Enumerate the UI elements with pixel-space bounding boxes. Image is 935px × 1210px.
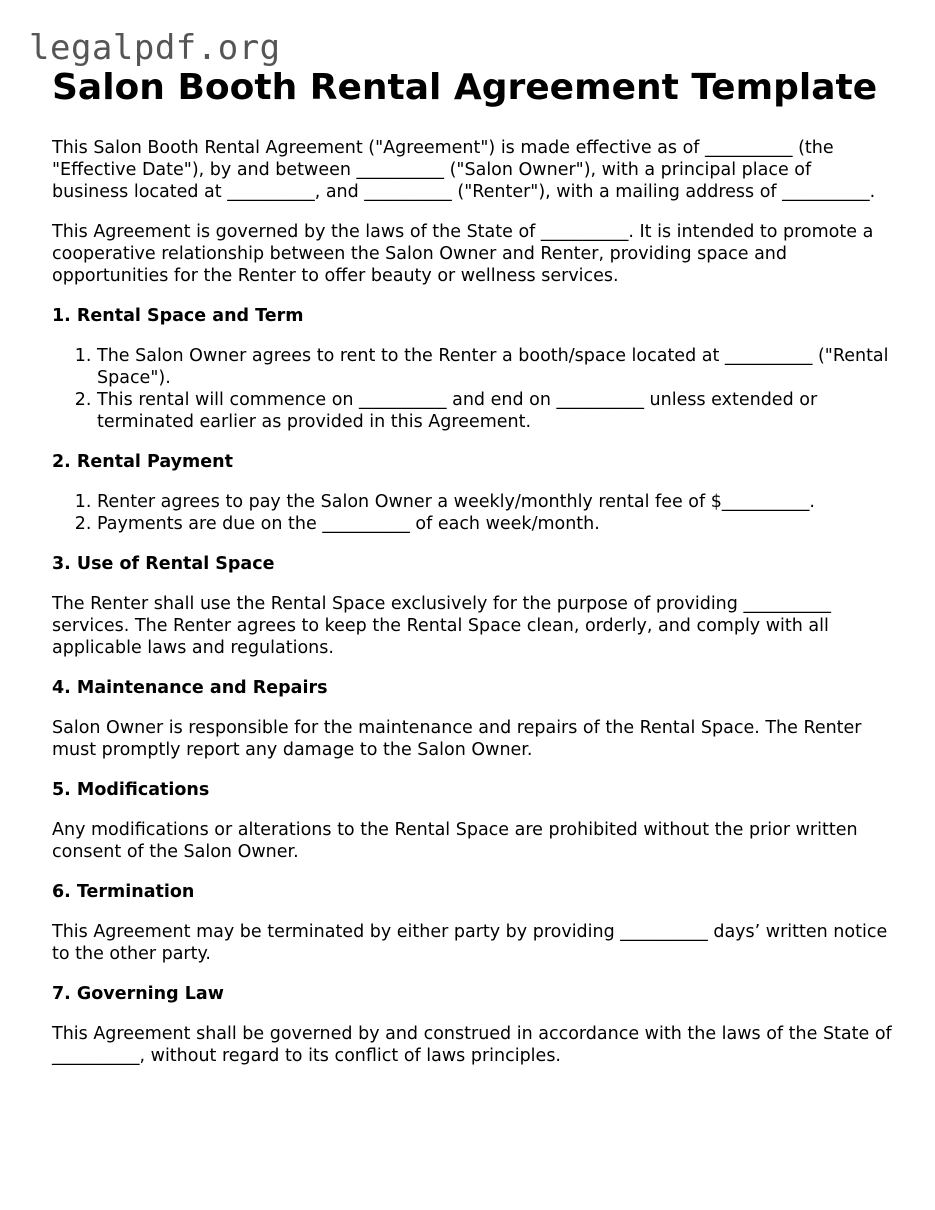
section-paragraph: Salon Owner is responsible for the maintenance and repairs of the Rental Space. The Renter must promptly report any damage to the Salon Owner. — [52, 718, 862, 760]
numbered-list — [52, 345, 892, 433]
section-rental-payment — [52, 451, 892, 535]
numbered-list — [52, 491, 892, 535]
section-governing-law — [52, 983, 892, 1067]
intro-paragraph-1: This Salon Booth Rental Agreement ("Agreement") is made effective as of __________ (the "Effective Date"), by and between __________ ("Salon Owner"), with a principal place of business located at __________, and __________ ("Renter"), with a mailing address of __________. — [52, 138, 876, 202]
document-title: Salon Booth Rental Agreement Template — [52, 67, 878, 108]
section-heading: 2. Rental Payment — [52, 452, 233, 472]
intro-paragraph-2: This Agreement is governed by the laws of the State of __________. It is intended to promote a cooperative relationship between the Salon Owner and Renter, providing space and opportunities for the Renter to offer beauty or wellness services. — [52, 222, 874, 286]
list-item: 1. Renter agrees to pay the Salon Owner a weekly/monthly rental fee of $__________. — [97, 491, 892, 513]
list-item: 2. Payments are due on the __________ of each week/month. — [97, 513, 892, 535]
section-maintenance-and-repairs — [52, 677, 892, 761]
section-heading: 4. Maintenance and Repairs — [52, 678, 328, 698]
section-heading: 3. Use of Rental Space — [52, 554, 275, 574]
section-paragraph: This Agreement may be terminated by either party by providing __________ days’ written notice to the other party. — [52, 922, 888, 964]
section-use-of-rental-space — [52, 553, 892, 659]
section-paragraph: The Renter shall use the Rental Space exclusively for the purpose of providing __________ services. The Renter agrees to keep the Rental Space clean, orderly, and comply with all applicable laws and regulations. — [52, 594, 831, 658]
section-rental-space-and-term — [52, 305, 892, 433]
section-heading: 6. Termination — [52, 882, 195, 902]
section-termination — [52, 881, 892, 965]
list-item: 1. The Salon Owner agrees to rent to the Renter a booth/space located at __________ ("Rental Space"). — [97, 345, 892, 389]
section-heading: 1. Rental Space and Term — [52, 306, 304, 326]
section-heading: 7. Governing Law — [52, 984, 224, 1004]
site-watermark: legalpdf.org — [29, 28, 281, 68]
section-modifications — [52, 779, 892, 863]
section-heading: 5. Modifications — [52, 780, 210, 800]
list-item: 2. This rental will commence on __________ and end on __________ unless extended or terminated earlier as provided in this Agreement. — [97, 389, 892, 433]
document-body — [52, 66, 892, 1067]
section-paragraph: Any modifications or alterations to the Rental Space are prohibited without the prior written consent of the Salon Owner. — [52, 820, 858, 862]
section-paragraph: This Agreement shall be governed by and construed in accordance with the laws of the State of __________, without regard to its conflict of laws principles. — [52, 1024, 892, 1066]
